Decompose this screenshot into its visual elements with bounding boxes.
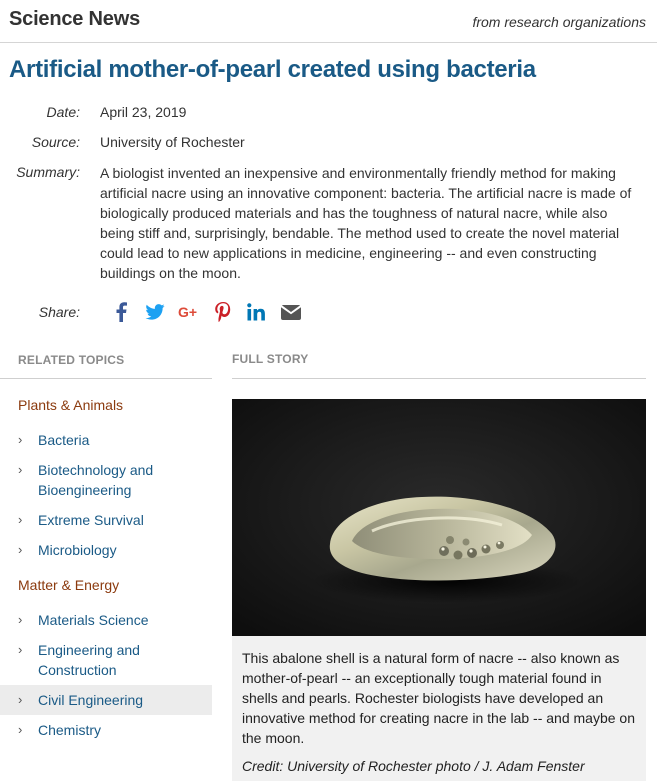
topic-item-label: Materials Science [38,612,149,628]
topic-group-matter-energy[interactable]: Matter & Energy [18,577,120,593]
source-value: University of Rochester [100,134,245,150]
site-brand[interactable]: Science News [9,8,141,30]
chevron-right-icon: › [18,512,23,527]
full-story-divider [232,378,646,379]
site-tagline: from research organizations [472,14,646,30]
chevron-right-icon: › [18,692,23,707]
related-topics-heading: RELATED TOPICS [18,353,125,367]
topic-item-label: Chemistry [38,722,102,738]
article-title: Artificial mother-of-pearl created using bacteria [9,56,536,83]
topic-item-civil-engineering[interactable] [0,685,212,715]
abalone-shell-illustration [232,399,646,636]
linkedin-icon[interactable] [240,300,274,324]
topic-item-engineering-construction[interactable] [0,640,212,680]
site-header [0,0,657,43]
photo-caption: This abalone shell is a natural form of nacre -- also known as mother-of-pearl -- an exceptionally tough material found in shells and pearls. Rochester biologists have developed an innovative method for creating nacre in the lab -- and maybe on the moon. [242,650,636,746]
topic-item-label: Extreme Survival [38,512,144,528]
twitter-icon[interactable] [138,300,172,324]
topic-item-label: Engineering and Construction [38,642,140,678]
topic-item-materials-science[interactable] [0,610,212,630]
summary-text: A biologist invented an inexpensive and environmentally friendly method for making artificial nacre using an innovative component: bacteria. The artificial nacre is made of biologically produced materials and has the toughness of natural nacre, while also being stiff and, surprisingly, bendable. The method used to create the novel material could lead to new applications in medicine, engineering -- and even constructing buildings on the moon. [100,165,632,281]
chevron-right-icon: › [18,612,23,627]
abalone-shell-photo [232,399,646,636]
share-icons [104,300,308,324]
pinterest-icon[interactable] [206,300,240,324]
chevron-right-icon: › [18,462,23,477]
photo-credit: Credit: University of Rochester photo / J. Adam Fenster [242,758,585,774]
share-label: Share: [38,304,80,320]
topic-item-extreme-survival[interactable] [0,510,212,530]
topic-group-plants-animals[interactable]: Plants & Animals [18,397,124,413]
google-plus-icon[interactable] [172,300,206,324]
topic-item-bacteria[interactable] [0,430,212,450]
facebook-icon[interactable] [104,300,138,324]
date-label: Date: [46,104,80,120]
topic-item-chemistry[interactable] [0,720,212,740]
svg-text:G+: G+ [178,305,198,319]
topic-item-microbiology[interactable] [0,540,212,560]
topic-item-label: Bacteria [38,432,90,448]
full-story-heading: FULL STORY [232,352,309,366]
email-icon[interactable] [274,300,308,324]
topic-item-label: Microbiology [38,542,117,558]
date-value: April 23, 2019 [100,104,187,120]
topic-item-label: Civil Engineering [38,692,144,708]
related-topics-divider [0,378,212,379]
photo-caption-box [232,636,646,781]
topic-item-biotechnology[interactable] [0,460,212,500]
summary-label: Summary: [16,164,80,180]
chevron-right-icon: › [18,642,23,657]
chevron-right-icon: › [18,432,23,447]
chevron-right-icon: › [18,542,23,557]
topic-item-label: Biotechnology and Bioengineering [38,462,154,498]
source-label: Source: [31,134,80,150]
chevron-right-icon: › [18,722,23,737]
